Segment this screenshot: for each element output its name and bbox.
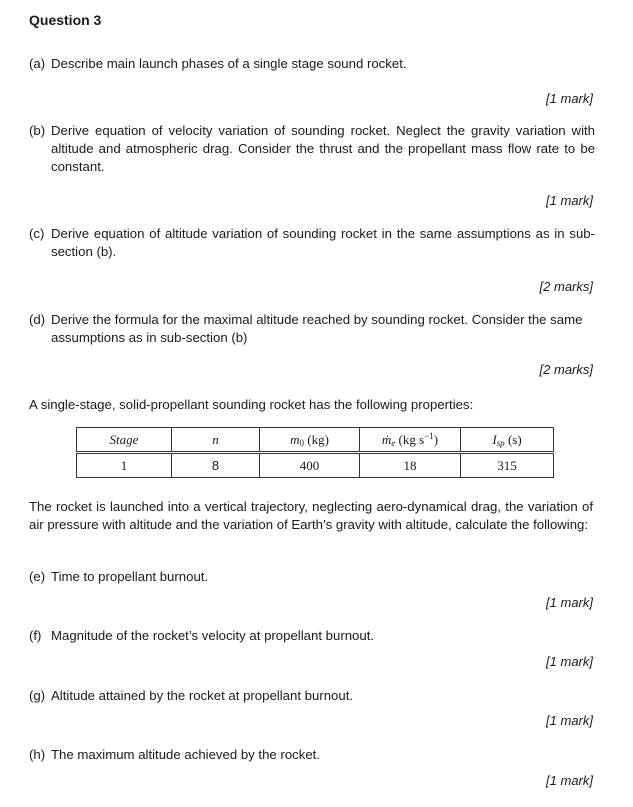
question-c-mark: [2 marks]	[539, 279, 593, 294]
question-a	[29, 55, 595, 73]
question-f-mark: [1 mark]	[546, 654, 593, 669]
question-h	[29, 746, 595, 764]
question-c	[29, 225, 595, 261]
question-g	[29, 687, 595, 705]
question-a-mark: [1 mark]	[546, 91, 593, 106]
question-d-text: Derive the formula for the maximal altitude reached by sounding rocket. Consider the same assumptions as in sub-section (b)	[51, 312, 583, 345]
question-b-mark: [1 mark]	[546, 193, 593, 208]
question-h-label: (h)	[29, 747, 46, 762]
question-d	[29, 311, 595, 347]
question-f-label: (f)	[29, 628, 42, 643]
header-mdot: ṁ$_e$ (kg $s^{-1}$)	[360, 428, 461, 453]
question-c-label: (c)	[29, 226, 45, 241]
question-e-label: (e)	[29, 569, 46, 584]
question-g-text: Altitude attained by the rocket at propellant burnout.	[51, 688, 354, 703]
context-paragraph: The rocket is launched into a vertical trajectory, neglecting aero-dynamical drag, the variation of air pressure with altitude and the variation of Earth’s gravity with altitude, calculate the following:	[29, 499, 593, 532]
question-h-text: The maximum altitude achieved by the rocket.	[51, 747, 321, 762]
question-g-label: (g)	[29, 688, 46, 703]
question-f	[29, 627, 595, 645]
header-stage: Stage	[77, 428, 172, 453]
header-isp: $I_{sp}$ (s)	[461, 428, 554, 453]
question-e-text: Time to propellant burnout.	[51, 569, 209, 584]
cell-isp: 315	[461, 453, 554, 478]
question-e-mark: [1 mark]	[546, 595, 593, 610]
question-c-text: Derive equation of altitude variation of sounding rocket in the same assumptions as in sub-section (b).	[51, 226, 595, 259]
question-d-mark: [2 marks]	[539, 362, 593, 377]
properties-intro: A single-stage, solid-propellant sounding rocket has the following properties:	[29, 397, 474, 412]
question-a-text: Describe main launch phases of a single stage sound rocket.	[51, 56, 407, 71]
table-row	[77, 453, 554, 478]
question-title: Question 3	[29, 12, 102, 28]
cell-n: 8	[172, 453, 260, 478]
question-e	[29, 568, 595, 586]
header-m0: $m_0$ (kg)	[260, 428, 360, 453]
question-f-text: Magnitude of the rocket’s velocity at propellant burnout.	[51, 628, 375, 643]
question-b-label: (b)	[29, 123, 46, 138]
cell-m0: 400	[260, 453, 360, 478]
question-a-label: (a)	[29, 56, 46, 71]
question-b	[29, 122, 595, 176]
properties-table	[76, 427, 554, 478]
question-h-mark: [1 mark]	[546, 773, 593, 788]
cell-stage: 1	[77, 453, 172, 478]
header-n: n	[172, 428, 260, 453]
question-d-label: (d)	[29, 312, 46, 327]
question-b-text: Derive equation of velocity variation of sounding rocket. Neglect the gravity variation with altitude and atmospheric drag. Consider the thrust and the propellant mass flow rate to be constant.	[51, 123, 595, 174]
table-header-row	[77, 428, 554, 453]
cell-mdot: 18	[360, 453, 461, 478]
question-g-mark: [1 mark]	[546, 713, 593, 728]
